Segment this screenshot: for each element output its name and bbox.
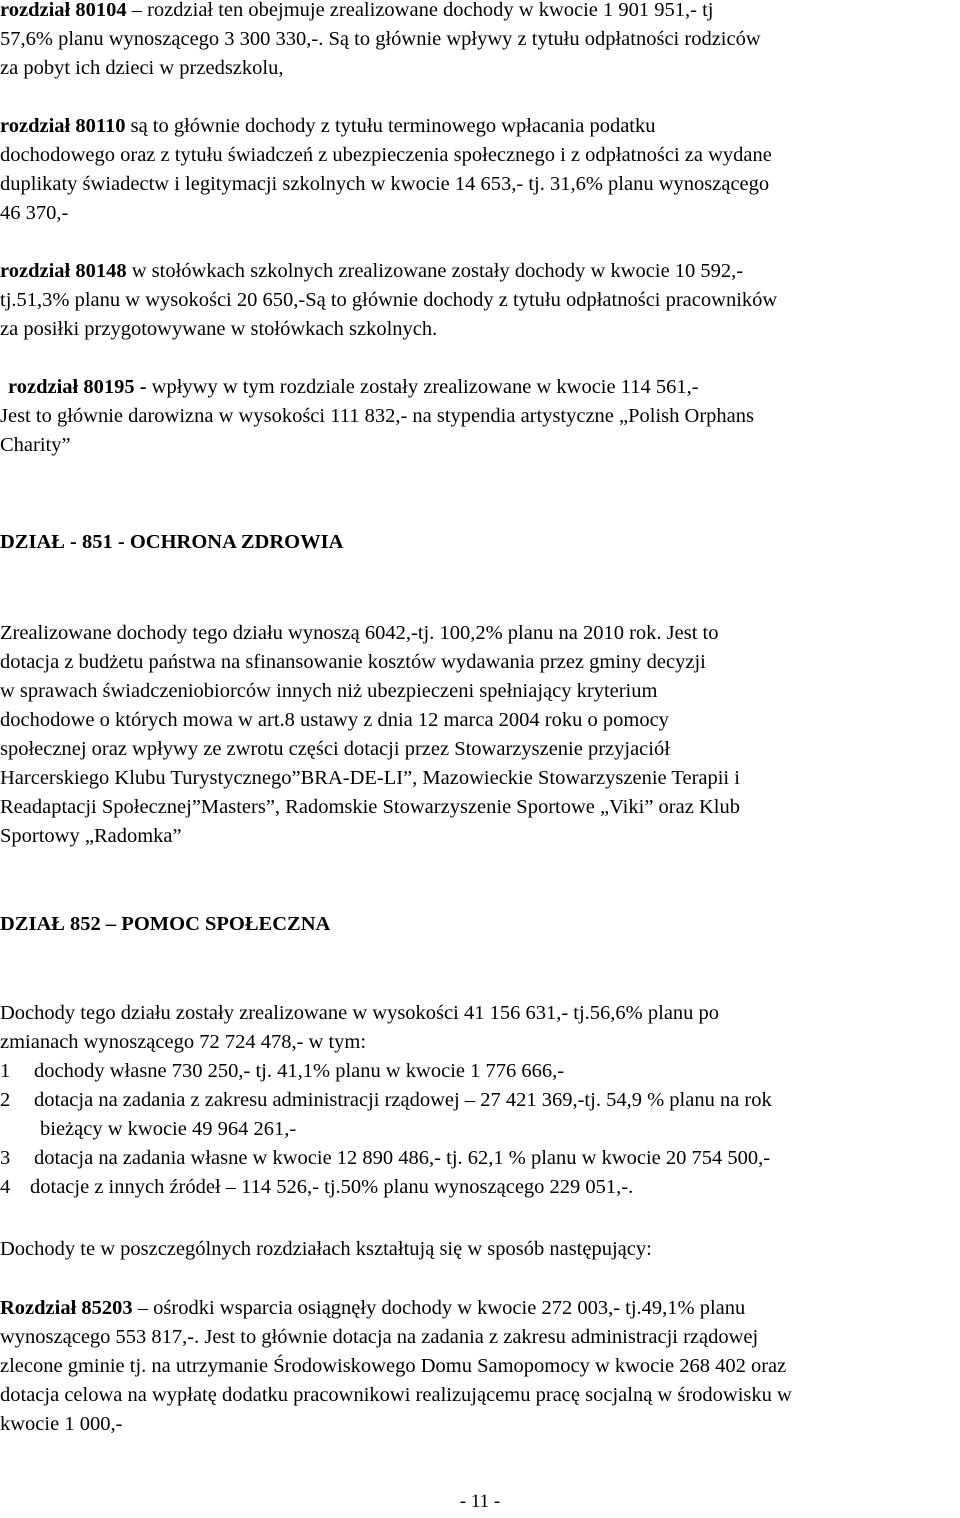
list-item-2: 2 dotacja na zadania z zakresu administracji rządowej – 27 421 369,-tj. 54,9 % planu na rok: [0, 1086, 772, 1115]
list-item-1: 1 dochody własne 730 250,- tj. 41,1% planu w kwocie 1 776 666,-: [0, 1057, 564, 1086]
paragraph-85203-line-3: zlecone gminie tj. na utrzymanie Środowiskowego Domu Samopomocy w kwocie 268 402 oraz: [0, 1355, 787, 1377]
section-label-80148: rozdział 80148: [0, 260, 127, 282]
paragraph-80148-line-1: rozdział 80148 w stołówkach szkolnych zrealizowane zostały dochody w kwocie 10 592,-: [0, 260, 744, 282]
paragraph-80110-line-2: dochodowego oraz z tytułu świadczeń z ubezpieczenia społecznego i z odpłatności za wydane: [0, 144, 772, 166]
paragraph-85203-line-1: Rozdział 85203 – ośrodki wsparcia osiągnęły dochody w kwocie 272 003,- tj.49,1% planu: [0, 1297, 746, 1319]
paragraph-852-intro-line-2: zmianach wynoszącego 72 724 478,- w tym:: [0, 1031, 367, 1053]
list-item-2-continuation: bieżący w kwocie 49 964 261,-: [40, 1118, 297, 1140]
paragraph-80110-line-4: 46 370,-: [0, 202, 69, 224]
paragraph-852-intro-line-1: Dochody tego działu zostały zrealizowane w wysokości 41 156 631,- tj.56,6% planu po: [0, 1002, 720, 1024]
paragraph-85203-line-2: wynoszącego 553 817,-. Jest to głównie dotacja na zadania z zakresu administracji rządowej: [0, 1326, 759, 1348]
paragraph-851-line-6: Harcerskiego Klubu Turystycznego”BRA-DE-LI”, Mazowieckie Stowarzyszenie Terapii i: [0, 767, 740, 789]
paragraph-85203-line-5: kwocie 1 000,-: [0, 1413, 123, 1435]
section-label-80195: rozdział 80195 -: [8, 376, 147, 398]
paragraph-80110-line-3: duplikaty świadectw i legitymacji szkolnych w kwocie 14 653,- tj. 31,6% planu wynoszącego: [0, 173, 770, 195]
paragraph-851-line-8: Sportowy „Radomka”: [0, 825, 182, 847]
page-number: - 11 -: [459, 1491, 501, 1512]
list-number-4: 4: [0, 1176, 11, 1198]
paragraph-852-sentence: Dochody te w poszczególnych rozdziałach kształtują się w sposób następujący:: [0, 1238, 652, 1260]
paragraph-851-line-1: Zrealizowane dochody tego działu wynoszą 6042,-tj. 100,2% planu na 2010 rok. Jest to: [0, 622, 719, 644]
list-item-3: 3 dotacja na zadania własne w kwocie 12 890 486,- tj. 62,1 % planu w kwocie 20 754 500,-: [0, 1144, 770, 1173]
paragraph-80104-line-2: 57,6% planu wynoszącego 3 300 330,-. Są to głównie wpływy z tytułu odpłatności rodziców: [0, 28, 761, 50]
paragraph-80195-line-1: rozdział 80195 - wpływy w tym rozdziale zostały zrealizowane w kwocie 114 561,-: [8, 376, 699, 398]
paragraph-851-line-5: społecznej oraz wpływy ze zwrotu części dotacji przez Stowarzyszenie przyjaciół: [0, 738, 670, 760]
paragraph-80195-line-3: Charity”: [0, 434, 71, 456]
paragraph-851-line-2: dotacja z budżetu państwa na sfinansowanie kosztów wydawania przez gminy decyzji: [0, 651, 706, 673]
heading-dzial-852: DZIAŁ 852 – POMOC SPOŁECZNA: [0, 913, 331, 935]
paragraph-80195-line-2: Jest to głównie darowizna w wysokości 111 832,- na stypendia artystyczne „Polish Orphans: [0, 405, 754, 427]
list-item-4: 4 dotacje z innych źródeł – 114 526,- tj.50% planu wynoszącego 229 051,-.: [0, 1173, 633, 1202]
section-label-80104: rozdział 80104: [0, 0, 127, 21]
paragraph-80104-line-1: rozdział 80104 – rozdział ten obejmuje zrealizowane dochody w kwocie 1 901 951,- tj: [0, 0, 714, 21]
section-label-85203: Rozdział 85203: [0, 1297, 133, 1319]
list-number-2: 2: [0, 1089, 11, 1111]
paragraph-85203-line-4: dotacja celowa na wypłatę dodatku pracownikowi realizującemu pracę socjalną w środowisku w: [0, 1384, 792, 1406]
paragraph-80148-line-3: za posiłki przygotowywane w stołówkach szkolnych.: [0, 318, 438, 340]
list-number-3: 3: [0, 1147, 11, 1169]
paragraph-80148-line-2: tj.51,3% planu w wysokości 20 650,-Są to głównie dochody z tytułu odpłatności pracowników: [0, 289, 778, 311]
paragraph-851-line-3: w sprawach świadczeniobiorców innych niż ubezpieczeni spełniający kryterium: [0, 680, 658, 702]
paragraph-80110-line-1: rozdział 80110 są to głównie dochody z tytułu terminowego wpłacania podatku: [0, 115, 656, 137]
paragraph-80104-line-3: za pobyt ich dzieci w przedszkolu,: [0, 57, 284, 79]
list-number-1: 1: [0, 1060, 11, 1082]
section-label-80110: rozdział 80110: [0, 115, 126, 137]
paragraph-851-line-4: dochodowe o których mowa w art.8 ustawy z dnia 12 marca 2004 roku o pomocy: [0, 709, 669, 731]
paragraph-851-line-7: Readaptacji Społecznej”Masters”, Radomskie Stowarzyszenie Sportowe „Viki” oraz Klub: [0, 796, 740, 818]
heading-dzial-851: DZIAŁ - 851 - OCHRONA ZDROWIA: [0, 531, 344, 553]
